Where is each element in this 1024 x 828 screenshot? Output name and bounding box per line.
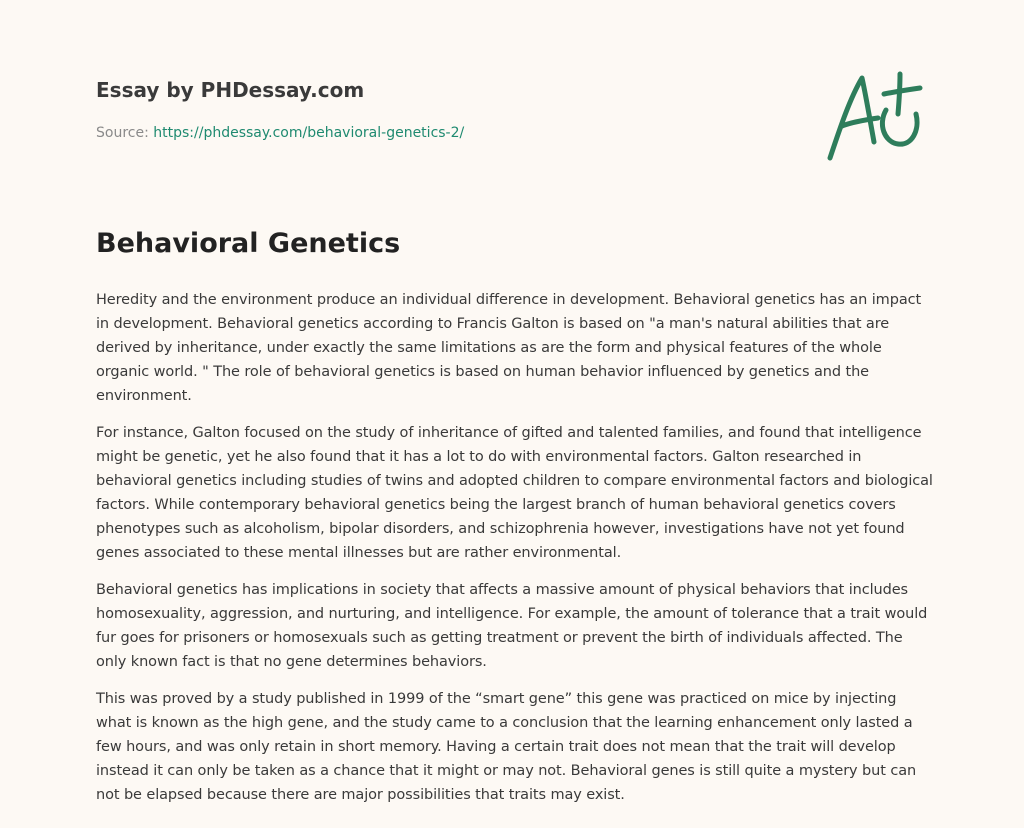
essay-content	[96, 224, 936, 820]
essay-header	[96, 76, 796, 143]
a-plus-logo-icon	[822, 68, 928, 164]
source-label: Source:	[96, 125, 149, 141]
source-link[interactable]: https://phdessay.com/behavioral-genetics-2/	[153, 125, 465, 141]
essay-paragraph: Heredity and the environment produce an individual difference in development. Behavioral genetics has an impact in development. Behavioral genetics according to Francis Galton is based on "a man's natural abilities that are derived by inheritance, under exactly the same limitations as are the form and physical features of the whole organic world. " The role of behavioral genetics is based on human behavior influenced by genetics and the environment.	[96, 292, 922, 404]
essay-paragraph: For instance, Galton focused on the study of inheritance of gifted and talented families, and found that intelligence might be genetic, yet he also found that it has a lot to do with environmental factors. Galton researched in behavioral genetics including studies of twins and adopted children to compare environmental factors and biological factors. While contemporary behavioral genetics being the largest branch of human behavioral genetics covers phenotypes such as alcoholism, bipolar disorders, and schizophrenia however, investigations have not yet found genes associated to these mental illnesses but are rather environmental.	[96, 425, 933, 561]
essay-paragraph: Behavioral genetics has implications in society that affects a massive amount of physical behaviors that includes homosexuality, aggression, and nurturing, and intelligence. For example, the amount of tolerance that a trait would fur goes for prisoners or homosexuals such as getting treatment or prevent the birth of individuals affected. The only known fact is that no gene determines behaviors.	[96, 582, 928, 670]
site-title: Essay by PHDessay.com	[96, 78, 365, 102]
source-line	[96, 123, 796, 143]
essay-title: Behavioral Genetics	[96, 228, 401, 259]
essay-paragraph: This was proved by a study published in 1999 of the “smart gene” this gene was practiced on mice by injecting what is known as the high gene, and the study came to a conclusion that the learning enhancement only lasted a few hours, and was only retain in short memory. Having a certain trait does not mean that the trait will develop instead it can only be taken as a chance that it might or may not. Behavioral genes is still quite a mystery but can not be elapsed because there are major possibilities that traits may exist.	[96, 691, 917, 803]
